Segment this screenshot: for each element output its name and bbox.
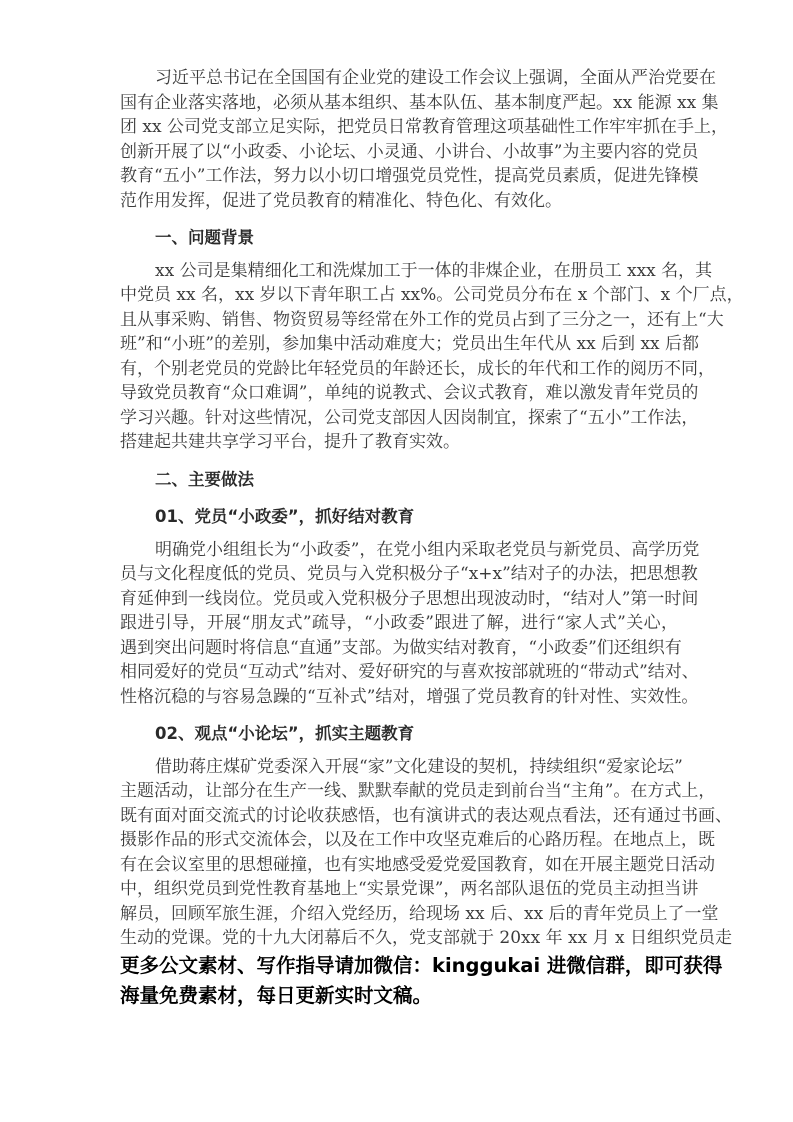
- paragraph: [120, 259, 744, 455]
- paragraph-line: 性格沉稳的与容易急躁的“互补式”结对，增强了党员教育的针对性、实效性。: [120, 686, 699, 707]
- paragraph-line: 相同爱好的党员“互动式”结对、爱好研究的与喜欢按部就班的“带动式”结对、: [120, 662, 699, 682]
- paragraph: [120, 755, 732, 951]
- paragraph-line: 有在会议室里的思想碰撞，也有实地感受爱党爱国教育，如在开展主题党日活动: [120, 854, 715, 875]
- paragraph-line: 既有面对面交流式的讨论收获感悟，也有演讲式的表达观点看法，还有通过书画、: [120, 805, 732, 826]
- document-body: [120, 66, 744, 1011]
- paragraph: [120, 538, 700, 710]
- paragraph-line: 跟进引导，开展“朋友式”疏导，“小政委”跟进了解，进行“家人式”关心，: [120, 613, 678, 633]
- paragraph-line: 遇到突出问题时将信息“直通”支部。为做实结对教育，“小政委”们还组织有: [120, 637, 682, 658]
- paragraph-line: 习近平总书记在全国国有企业党的建设工作会议上强调，全面从严治党要在: [155, 68, 716, 88]
- section-heading: 二、主要做法: [155, 469, 254, 489]
- paragraph-line: 中党员 xx 名，xx 岁以下青年职工占 xx%。公司党员分布在 x 个部门、x 个厂点，: [120, 285, 744, 305]
- paragraph-line: 员与文化程度低的党员、党员与入党积极分子“x+x”结对子的办法，把思想教: [120, 564, 698, 584]
- paragraph-line: 摄影作品的形式交流体会，以及在工作中攻坚克难后的心路历程。在地点上，既: [120, 830, 715, 850]
- paragraph-line: 且从事采购、销售、物资贸易等经常在外工作的党员占到了三分之一，还有上“大: [120, 309, 724, 330]
- promo-line: 更多公文素材、写作指导请加微信：kinggukai 进微信群，即可获得: [120, 953, 723, 977]
- paragraph-line: 主题活动，让部分在生产一线、默默奉献的党员走到前台当“主角”。在方式上，: [120, 781, 716, 801]
- paragraph-line: 生动的党课。党的十九大闭幕后不久，党支部就于 20xx 年 xx 月 x 日组织党员走: [120, 928, 732, 948]
- paragraph-line: 解员，回顾军旅生涯，介绍入党经历，给现场 xx 后、xx 后的青年党员上了一堂: [120, 903, 719, 924]
- paragraph-line: 明确党小组组长为“小政委”，在党小组内采取老党员与新党员、高学历党: [155, 539, 700, 560]
- paragraph-line: 班”和“小班”的差别，参加集中活动难度大；党员出生年代从 xx 后到 xx 后都: [120, 334, 700, 354]
- section-heading: 一、问题背景: [155, 228, 254, 247]
- paragraph-line: xx 公司是集精细化工和洗煤加工于一体的非煤企业，在册员工 xxx 名，其: [155, 260, 713, 281]
- paragraph-line: 团 xx 公司党支部立足实际，把党员日常教育管理这项基础性工作牢牢抓在手上，: [120, 117, 728, 137]
- promo-footer-note: [120, 951, 723, 1011]
- paragraph-line: 借助蒋庄煤矿党委深入开展“家”文化建设的契机，持续组织“爱家论坛”: [155, 756, 683, 777]
- paragraph-line: 学习兴趣。针对这些情况，公司党支部因人因岗制宜，探索了“五小”工作法，: [120, 407, 699, 428]
- section-heading: 02、观点“小论坛”，抓实主题教育: [155, 724, 415, 743]
- paragraph-line: 中，组织党员到党性教育基地上“实景党课”，两名部队退伍的党员主动担当讲: [120, 879, 699, 899]
- paragraph-line: 教育“五小”工作法，努力以小切口增强党员党性，提高党员素质，促进先锋模: [120, 166, 699, 186]
- paragraph-line: 范作用发挥，促进了党员教育的精准化、特色化、有效化。: [120, 190, 562, 211]
- paragraph-line: 创新开展了以“小政委、小论坛、小灵通、小讲台、小故事”为主要内容的党员: [120, 141, 699, 162]
- paragraph-line: 育延伸到一线岗位。党员或入党积极分子思想出现波动时，“结对人”第一时间: [120, 588, 699, 609]
- promo-line: 海量免费素材，每日更新实时文稿。: [120, 983, 433, 1007]
- paragraph-line: 国有企业落实落地，必须从基本组织、基本队伍、基本制度严起。xx 能源 xx 集: [120, 92, 719, 113]
- paragraph-line: 有，个别老党员的党龄比年轻党员的年龄还长，成长的年代和工作的阅历不同，: [120, 358, 715, 379]
- paragraph: [120, 66, 728, 213]
- section-heading: 01、党员“小政委”，抓好结对教育: [155, 507, 415, 526]
- paragraph-line: 导致党员教育“众口难调”，单纯的说教式、会议式教育，难以激发青年党员的: [120, 383, 699, 403]
- paragraph-line: 搭建起共建共享学习平台，提升了教育实效。: [120, 432, 460, 452]
